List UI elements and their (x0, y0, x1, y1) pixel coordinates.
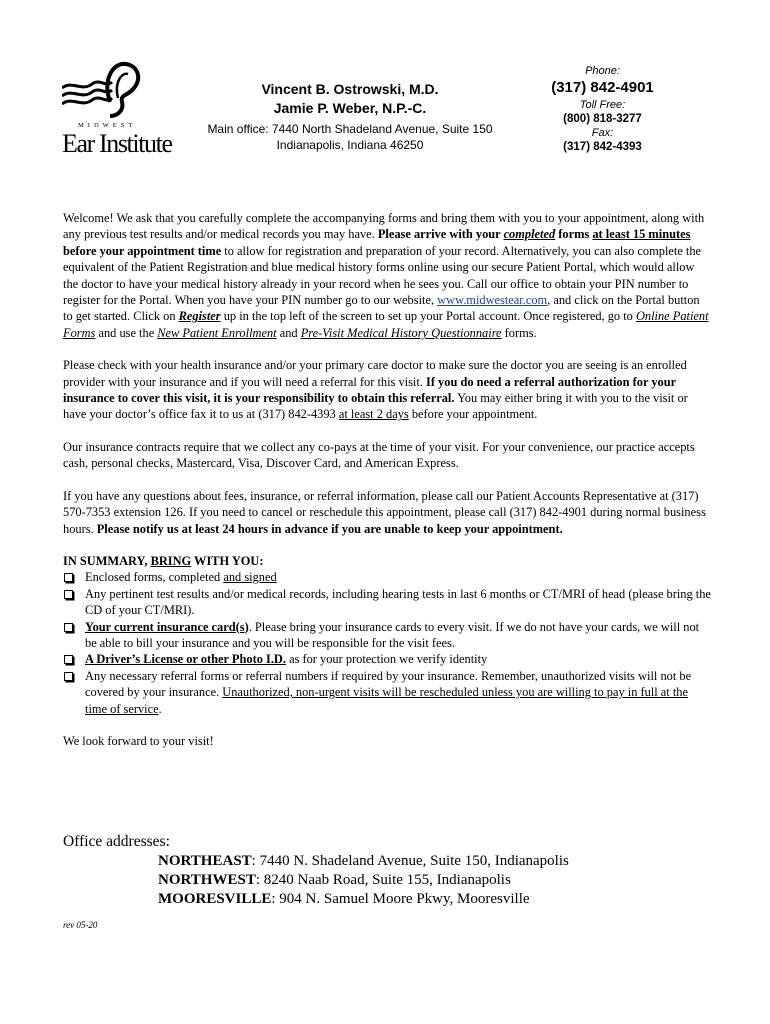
list-item: Enclosed forms, completed and signed (63, 569, 711, 585)
checkbox-icon[interactable] (64, 590, 73, 599)
doctor-name-2: Jamie P. Weber, N.P.-C. (273, 100, 427, 116)
checkbox-icon[interactable] (64, 573, 73, 582)
bold-text: before your appointment time (63, 243, 222, 258)
welcome-paragraph (63, 210, 711, 341)
bring-checklist (63, 569, 711, 717)
phone-number: (317) 842-4901 (551, 79, 654, 96)
text: and (276, 325, 301, 340)
pre-visit-questionnaire-link[interactable]: Pre-Visit Medical History Questionnaire (300, 325, 502, 340)
summary-heading: IN SUMMARY, BRING WITH YOU: (63, 553, 264, 568)
text: You may either bring it with you to the visit or have your doctor’s office fax it to us at (317) 842-4393 (63, 391, 688, 422)
letter-body (63, 210, 711, 765)
office-northwest: NORTHWEST: 8240 Naab Road, Suite 155, Indianapolis (158, 872, 511, 888)
text: Our insurance contracts require that we collect any co-pays at the time of your visit. For your convenience, our practice accepts cash, personal checks, Mastercard, Visa, Discover Card, and American Express. (63, 439, 695, 471)
office-address-line-1: Main office: 7440 North Shadeland Avenue, Suite 150 (207, 122, 493, 136)
logo-top-text: MIDWEST (78, 122, 137, 129)
text: , and click on the Portal button to get started. Click on (63, 293, 700, 324)
website-link[interactable]: www.midwestear.com (437, 293, 548, 308)
text: before your appointment. (408, 407, 538, 422)
office-northeast: NORTHEAST: 7440 N. Shadeland Avenue, Suite 150, Indianapolis (158, 853, 569, 869)
online-patient-forms-link[interactable]: Online Patient Forms (63, 309, 709, 340)
register-link[interactable]: Register (178, 309, 221, 324)
text: and use the (95, 325, 158, 340)
office-addresses (63, 832, 703, 909)
insurance-paragraph (63, 357, 711, 423)
letterhead-center (170, 80, 530, 153)
underlined-text: at least 2 days (338, 407, 409, 422)
ear-wave-logo-icon (62, 58, 142, 120)
list-item: A Driver’s License or other Photo I.D. as for your protection we verify identity (63, 651, 711, 667)
text: If you have any questions about fees, insurance, or referral information, please call our Patient Accounts Representative at (317) 570-7353 extension 126. If you need to cancel or reschedule this appointment, please call (317) 842-4901 during normal business hours. (63, 488, 706, 536)
list-item: Any necessary referral forms or referral numbers if required by your insurance. Remember, unauthorized visits will not be covered by your insurance. Unauthorized, non-urgent visits will be rescheduled unless you are willing to pay in full at the time of service. (63, 668, 711, 717)
bold-text: Please notify us at least 24 hours in advance if you are unable to keep your appointment. (96, 521, 563, 536)
logo-main-text: Ear Institute (62, 129, 172, 158)
list-item: Any pertinent test results and/or medical records, including hearing tests in last 6 months or CT/MRI of head (please bring the CD of your CT/MRI). (63, 586, 711, 619)
doctor-name-1: Vincent B. Ostrowski, M.D. (261, 81, 439, 97)
completed-emphasis: completed (503, 227, 556, 242)
tollfree-number: (800) 818-3277 (563, 113, 642, 125)
midwest-ear-institute-logo (58, 58, 172, 162)
offices-heading: Office addresses: (63, 833, 170, 850)
fax-label: Fax: (591, 127, 614, 139)
text: up in the top left of the screen to set up your Portal account. Once registered, go to (220, 309, 636, 324)
checkbox-icon[interactable] (64, 623, 73, 632)
new-patient-enrollment-link[interactable]: New Patient Enrollment (157, 325, 277, 340)
bold-text: Please arrive with your (377, 227, 504, 242)
text: Welcome! We ask that you carefully complete the accompanying forms and bring them with you to your appointment, along with any previous test results and/or medical records you may have. (63, 211, 705, 242)
office-mooresville: MOORESVILLE: 904 N. Samuel Moore Pkwy, Mooresville (158, 891, 530, 907)
office-address-line-2: Indianapolis, Indiana 46250 (276, 138, 424, 152)
checkbox-icon[interactable] (64, 655, 73, 664)
copay-paragraph (63, 439, 711, 472)
text: Please check with your health insurance and/or your primary care doctor to make sure the doctor you are seeing is an enrolled provider with your insurance and if you will need a referral for this visit. (63, 358, 687, 389)
text: forms. (501, 325, 537, 340)
closing-line: We look forward to your visit! (63, 733, 214, 748)
time-emphasis: at least 15 minutes (592, 227, 691, 242)
bold-text: forms (555, 227, 593, 242)
questions-paragraph (63, 488, 711, 537)
fax-number: (317) 842-4393 (563, 141, 642, 153)
revision-label: rev 05-20 (63, 920, 98, 930)
phone-label: Phone: (585, 65, 620, 77)
bold-text: If you do need a referral authorization for your insurance to cover this visit, it is your responsibility to obtain this referral. (63, 374, 676, 406)
text: to allow for registration and preparation of your record. Alternatively, you can also complete the equivalent of the Patient Registration and blue medical history forms online using our secure Patient Portal, which would allow the doctor to have your medical history already in your record when he sees you. Call our office to obtain your PIN number to register for the Portal. When you have your PIN number go to our website, (63, 243, 702, 308)
checkbox-icon[interactable] (64, 672, 73, 681)
list-item: Your current insurance card(s). Please bring your insurance cards to every visit. If we do not have your cards, we will not be able to bill your insurance and you will be responsible for the visit fees. (63, 619, 711, 652)
contact-block (540, 64, 665, 154)
tollfree-label: Toll Free: (579, 99, 626, 111)
